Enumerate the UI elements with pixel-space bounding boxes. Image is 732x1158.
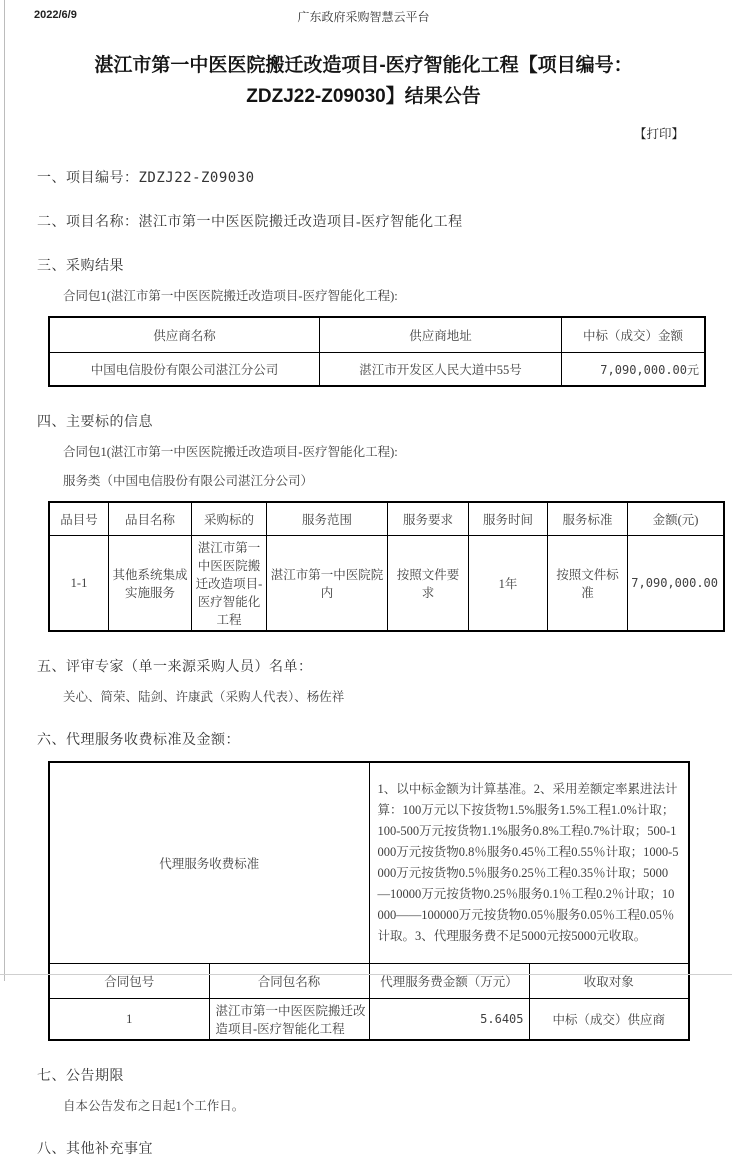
print-button[interactable]: 【打印】: [633, 127, 684, 141]
table-header-row: [49, 964, 689, 999]
th-supplier-address: 供应商地址: [320, 317, 562, 353]
th-procurement-target: 采购标的: [192, 502, 267, 536]
th-package-name: 合同包名称: [209, 964, 369, 999]
cell-service-requirement: 按照文件要求: [388, 536, 469, 632]
cell-fee-amount: 5.6405: [369, 999, 529, 1041]
project-name-label: 二、项目名称：: [37, 215, 139, 230]
table-row: [49, 536, 724, 632]
th-supplier-name: 供应商名称: [49, 317, 320, 353]
expert-names: 关心、简荣、陆剑、许康武（采购人代表）、杨佐祥: [63, 690, 345, 704]
th-service-standard: 服务标准: [548, 502, 628, 536]
agency-fee-table: [48, 761, 690, 1041]
cell-service-standard: 按照文件标准: [548, 536, 628, 632]
fee-standard-row: [49, 762, 689, 964]
subject-table: [48, 501, 725, 632]
table-row: [49, 353, 705, 387]
project-name-value: 湛江市第一中医医院搬迁改造项目-医疗智能化工程: [138, 215, 463, 230]
project-number-label: 一、项目编号：: [37, 171, 139, 186]
th-service-scope: 服务范围: [267, 502, 388, 536]
section-heading-agency-fee: 六、代理服务收费标准及金额：: [37, 733, 240, 748]
print-date: 2022/6/9: [34, 9, 77, 21]
print-row: [37, 124, 684, 143]
cell-supplier-name: 中国电信股份有限公司湛江分公司: [49, 353, 320, 387]
th-service-time: 服务时间: [469, 502, 548, 536]
th-package-no: 合同包号: [49, 964, 209, 999]
section-heading-experts: 五、评审专家（单一来源采购人员）名单：: [37, 660, 313, 675]
cell-fee-payer: 中标（成交）供应商: [529, 999, 689, 1041]
section-heading-project-name: [37, 211, 690, 231]
page-title: 湛江市第一中医医院搬迁改造项目-医疗智能化工程【项目编号：ZDZJ22-Z09030】结果公告: [94, 55, 633, 107]
th-item-no: 品目号: [49, 502, 109, 536]
supplier-table: [48, 316, 706, 387]
cell-service-time: 1年: [469, 536, 548, 632]
section-heading-announcement-period: 七、公告期限: [37, 1069, 124, 1084]
table-header-row: [49, 502, 724, 536]
page-left-edge: [4, 0, 5, 981]
site-name: 广东政府采购智慧云平台: [297, 10, 430, 24]
table-row: [49, 999, 689, 1041]
th-amount: 金额(元): [628, 502, 725, 536]
project-number-value: ZDZJ22-Z09030: [138, 170, 255, 186]
th-item-name: 品目名称: [109, 502, 192, 536]
cell-package-name: 湛江市第一中医医院搬迁改造项目-医疗智能化工程: [209, 999, 369, 1041]
cell-item-no: 1-1: [49, 536, 109, 632]
cell-service-scope: 湛江市第一中医院院内: [267, 536, 388, 632]
cell-supplier-address: 湛江市开发区人民大道中55号: [320, 353, 562, 387]
section-heading-main-subject: 四、主要标的信息: [37, 415, 153, 430]
announcement-period-content: 自本公告发布之日起1个工作日。: [63, 1099, 245, 1113]
cell-package-no: 1: [49, 999, 209, 1041]
page-bottom-edge: [0, 974, 732, 975]
print-header: [34, 8, 690, 24]
th-fee-payer: 收取对象: [529, 964, 689, 999]
section-heading-procurement-result: 三、采购结果: [37, 259, 124, 274]
cell-procurement-target: 湛江市第一中医医院搬迁改造项目-医疗智能化工程: [192, 536, 267, 632]
package-line-result: 合同包1(湛江市第一中医医院搬迁改造项目-医疗智能化工程):: [63, 289, 398, 303]
fee-standard-text: 1、以中标金额为计算基准。2、采用差额定率累进法计算：100万元以下按货物1.5%服务1.5%工程1.0%计取；100-500万元按货物1.1%服务0.8%工程0.7%计取；500-1000万元按货物0.8％服务0.45％工程0.55％计取；1000-5000万元按货物0.5％服务0.25％工程0.35％计取；5000—10000万元按货物0.25％服务0.1％工程0.2％计取；10000——100000万元按货物0.05％服务0.05％工程0.05％计取。3、代理服务费不足5000元按5000元收取。: [369, 762, 689, 964]
section-heading-project-number: [37, 167, 690, 187]
table-header-row: [49, 317, 705, 353]
th-fee-amount: 代理服务费金额（万元）: [369, 964, 529, 999]
section-heading-other: 八、其他补充事宜: [37, 1142, 153, 1157]
package-line-subject: 合同包1(湛江市第一中医医院搬迁改造项目-医疗智能化工程):: [63, 445, 398, 459]
cell-amount: 7,090,000.00: [628, 536, 725, 632]
cell-item-name: 其他系统集成实施服务: [109, 536, 192, 632]
category-line: 服务类（中国电信股份有限公司湛江分公司）: [63, 474, 314, 488]
cell-award-amount: 7,090,000.00元: [562, 353, 706, 387]
th-award-amount: 中标（成交）金额: [562, 317, 706, 353]
fee-standard-label: 代理服务收费标准: [49, 762, 369, 964]
th-service-requirement: 服务要求: [388, 502, 469, 536]
